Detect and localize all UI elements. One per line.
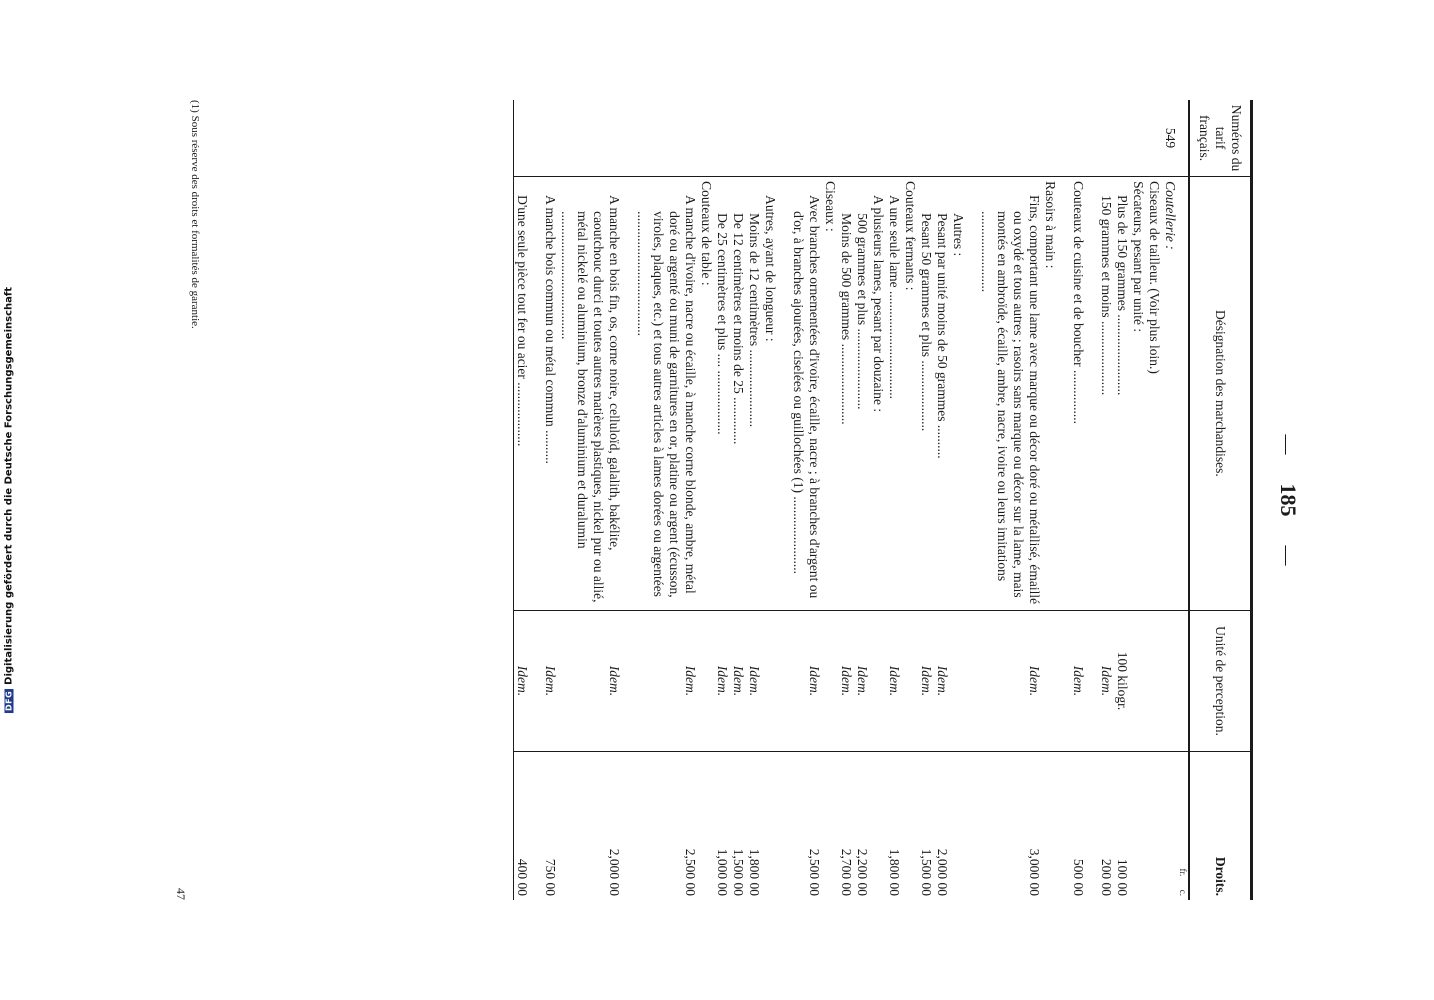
table-row — [1114, 100, 1130, 900]
cell-designation: A manche en bois fin, os, corne noire, celluloïd, galalith, bakélite, caoutchouc durci et toutes autres matières plastiques, nickel pur ou allié, métal nickelé ou aluminium, bronze d'aluminium et duralumin ...................................... — [558, 177, 622, 611]
cell-designation: Moins de 12 centimètres ....................... — [746, 177, 762, 611]
table-row — [1042, 100, 1058, 900]
cell-droits — [822, 752, 838, 900]
cell-numero — [854, 100, 870, 177]
cell-unite: Idem. — [886, 610, 902, 752]
row-spacer — [1058, 100, 1070, 900]
dfg-logo: DFG — [4, 690, 14, 712]
cell-designation: Ciseaux de tailleur. (Voir plus loin.) — [1146, 177, 1162, 611]
col-header-unite: Unité de perception. — [1189, 610, 1252, 752]
cell-numero — [902, 100, 918, 177]
cell-droits: 1,500 00 — [919, 848, 934, 896]
cell-droits: 2,000 00 — [607, 848, 622, 896]
cell-droits: 750 00 — [543, 858, 558, 896]
table-row — [978, 100, 1042, 900]
cell-unite: Idem. — [838, 610, 854, 752]
cell-designation: Autres : — [950, 177, 966, 611]
cell-designation: A plusieurs lames, pesant par douzaine : — [870, 177, 886, 611]
cell-unite: 100 kilogr. — [1114, 610, 1130, 752]
table-row — [854, 100, 870, 900]
cell-droits: 400 00 — [514, 752, 531, 900]
cell-unite: Idem. — [918, 610, 934, 752]
table-row — [1130, 100, 1146, 900]
cell-numero — [1146, 100, 1162, 177]
credit-text: Digitalisierung gefördert durch die Deutsche Forschungsgemeinschaft — [3, 286, 15, 685]
cell-droits — [698, 752, 714, 900]
cell-designation: Couteaux fermants : — [902, 177, 918, 611]
cell-unite: Idem. — [514, 610, 531, 752]
table-row — [514, 100, 531, 900]
unit-c: c. — [1178, 889, 1188, 896]
cell-unite: Idem. — [854, 610, 870, 752]
col-header-droits: Droits. — [1189, 752, 1252, 900]
header-dash-right: — — [1276, 545, 1298, 566]
cell-unite: Idem. — [542, 610, 558, 752]
table-row — [714, 100, 730, 900]
cell-designation: Moins de 500 grammes ........................ — [838, 177, 854, 611]
cell-designation: A manche d'ivoire, nacre ou écaille, à manche corne blonde, ambre, métal doré ou argenté ou muni de garnitures en or, platine ou argent (écusson, viroles, plaques, etc.) et tous autres articles à lames dorées ou argentées ..................................... — [634, 177, 698, 611]
cell-unite: Idem. — [790, 610, 822, 752]
tariff-table — [513, 100, 1253, 900]
table-row — [1070, 100, 1086, 900]
cell-designation: Coutellerie : — [1162, 177, 1178, 611]
table-row — [1146, 100, 1162, 900]
table-row — [558, 100, 622, 900]
header-dash-left: — — [1276, 434, 1298, 455]
cell-designation: Couteaux de cuisine et de boucher ................ — [1070, 177, 1086, 611]
page-number: 185 — [1276, 483, 1301, 517]
cell-unite: Idem. — [1098, 610, 1114, 752]
cell-unite — [1146, 610, 1162, 752]
cell-designation: Couteaux de table : — [698, 177, 714, 611]
cell-numero — [746, 100, 762, 177]
table-body — [514, 100, 1190, 900]
cell-droits — [762, 752, 778, 900]
table-row — [1162, 100, 1178, 900]
cell-designation: Pesant par unité moins de 50 grammes .......... — [934, 177, 950, 611]
cell-numero — [514, 100, 531, 177]
document-page — [145, 100, 1313, 900]
cell-droits — [870, 752, 886, 900]
cell-designation: De 12 centimètres et moins de 25 .............. — [730, 177, 746, 611]
cell-unite — [870, 610, 886, 752]
cell-droits — [1146, 752, 1162, 900]
row-spacer — [1086, 100, 1098, 900]
table-row — [934, 100, 950, 900]
cell-unite — [902, 610, 918, 752]
cell-unite — [950, 610, 966, 752]
table-row — [902, 100, 918, 900]
cell-designation: Fins, comportant une lame avec marque ou décor doré ou métallisé, émaillé ou oxydé et tous autres ; rasoirs sans marque ou décor sur la lame, mais montés en ambroïde, écaille, ambre, nacre, ivoire ou leurs imitations ........................ — [978, 177, 1042, 611]
cell-droits: 3,000 00 — [1027, 848, 1042, 896]
table-row — [746, 100, 762, 900]
cell-designation: Ciseaux : — [822, 177, 838, 611]
col-header-numero: Numéros du tarif français. — [1189, 100, 1252, 177]
cell-numero — [1070, 100, 1086, 177]
cell-designation: 150 grammes et moins ...................... — [1098, 177, 1114, 611]
cell-designation: A manche bois commun ou métal commun .......... — [542, 177, 558, 611]
cell-unite — [698, 610, 714, 752]
cell-numero — [934, 100, 950, 177]
cell-unite: Idem. — [1070, 610, 1086, 752]
currency-unit-row — [1178, 100, 1189, 900]
cell-unite — [1130, 610, 1146, 752]
cell-numero — [886, 100, 902, 177]
cell-unite: Idem. — [730, 610, 746, 752]
cell-droits: 2,200 00 — [855, 848, 870, 896]
cell-numero: 549 — [1162, 100, 1178, 177]
cell-designation: Avec branches ornementées d'ivoire, écaille, nacre ; à branches d'argent ou d'or, à branches ajourées, ciselées ou guillochées (1) ....................... — [790, 177, 822, 611]
cell-unite: Idem. — [714, 610, 730, 752]
cell-numero — [558, 100, 622, 177]
cell-numero — [790, 100, 822, 177]
cell-droits: 200 00 — [1099, 858, 1114, 896]
cell-unite: Idem. — [934, 610, 950, 752]
cell-droits — [950, 752, 966, 900]
table-row — [918, 100, 934, 900]
row-spacer — [622, 100, 634, 900]
cell-numero — [822, 100, 838, 177]
cell-numero — [1098, 100, 1114, 177]
cell-unite — [1042, 610, 1058, 752]
cell-numero — [838, 100, 854, 177]
table-row — [886, 100, 902, 900]
page-header — [1275, 100, 1301, 900]
cell-droits — [1130, 752, 1146, 900]
cell-designation: 500 grammes et plus ........................ — [854, 177, 870, 611]
cell-designation: A une seule lame ................................ — [886, 177, 902, 611]
row-spacer — [966, 100, 978, 900]
cell-droits: 100 00 — [1115, 858, 1130, 896]
footnote: (1) Sous réserve des droits et formalités de garantie. — [189, 100, 201, 329]
cell-unite: Idem. — [978, 610, 1042, 752]
cell-designation: De 25 centimètres et plus .... ................... — [714, 177, 730, 611]
cell-numero — [978, 100, 1042, 177]
cell-droits — [1042, 752, 1058, 900]
cell-droits: 1,800 00 — [887, 848, 902, 896]
table-row — [822, 100, 838, 900]
table-row — [790, 100, 822, 900]
cell-numero — [634, 100, 698, 177]
cell-designation: D'une seule pièce tout fer ou acier ................... — [514, 177, 531, 611]
table-row — [542, 100, 558, 900]
cell-numero — [950, 100, 966, 177]
cell-numero — [714, 100, 730, 177]
table-row — [762, 100, 778, 900]
cell-droits: 1,800 00 — [747, 848, 762, 896]
cell-droits: 2,000 00 — [935, 848, 950, 896]
cell-numero — [1114, 100, 1130, 177]
cell-designation: Pesant 50 grammes et plus ..................... — [918, 177, 934, 611]
cell-droits: 1,500 00 — [731, 848, 746, 896]
cell-numero — [1130, 100, 1146, 177]
cell-droits: 2,700 00 — [839, 848, 854, 896]
cell-numero — [1042, 100, 1058, 177]
cell-droits — [1162, 752, 1178, 900]
table-row — [698, 100, 714, 900]
table-row — [870, 100, 886, 900]
cell-unite: Idem. — [558, 610, 622, 752]
cell-numero — [762, 100, 778, 177]
table-row — [838, 100, 854, 900]
unit-fr: fr. — [1178, 868, 1188, 877]
table-row — [634, 100, 698, 900]
cell-designation: Rasoirs à main : — [1042, 177, 1058, 611]
cell-droits: 1,000 00 — [715, 848, 730, 896]
cell-numero — [698, 100, 714, 177]
table-row — [950, 100, 966, 900]
cell-droits: 2,500 00 — [807, 848, 822, 896]
cell-unite: Idem. — [634, 610, 698, 752]
digitization-credit — [0, 0, 18, 1000]
cell-numero — [542, 100, 558, 177]
cell-droits: 500 00 — [1071, 858, 1086, 896]
cell-droits — [902, 752, 918, 900]
cell-unite — [1162, 610, 1178, 752]
cell-designation: Plus de 150 grammes ........................ — [1114, 177, 1130, 611]
cell-numero — [870, 100, 886, 177]
cell-unite — [822, 610, 838, 752]
row-spacer — [530, 100, 542, 900]
cell-numero — [730, 100, 746, 177]
cell-droits: 2,500 00 — [683, 848, 698, 896]
table-row — [1098, 100, 1114, 900]
cell-unite — [762, 610, 778, 752]
row-spacer — [778, 100, 790, 900]
col-header-designation: Désignation des marchandises. — [1189, 177, 1252, 611]
table-row — [730, 100, 746, 900]
cell-numero — [918, 100, 934, 177]
sheet-number: 47 — [174, 888, 188, 900]
cell-designation: Sécateurs, pesant par unité : — [1130, 177, 1146, 611]
cell-unite: Idem. — [746, 610, 762, 752]
cell-designation: Autres, ayant de longueur : — [762, 177, 778, 611]
